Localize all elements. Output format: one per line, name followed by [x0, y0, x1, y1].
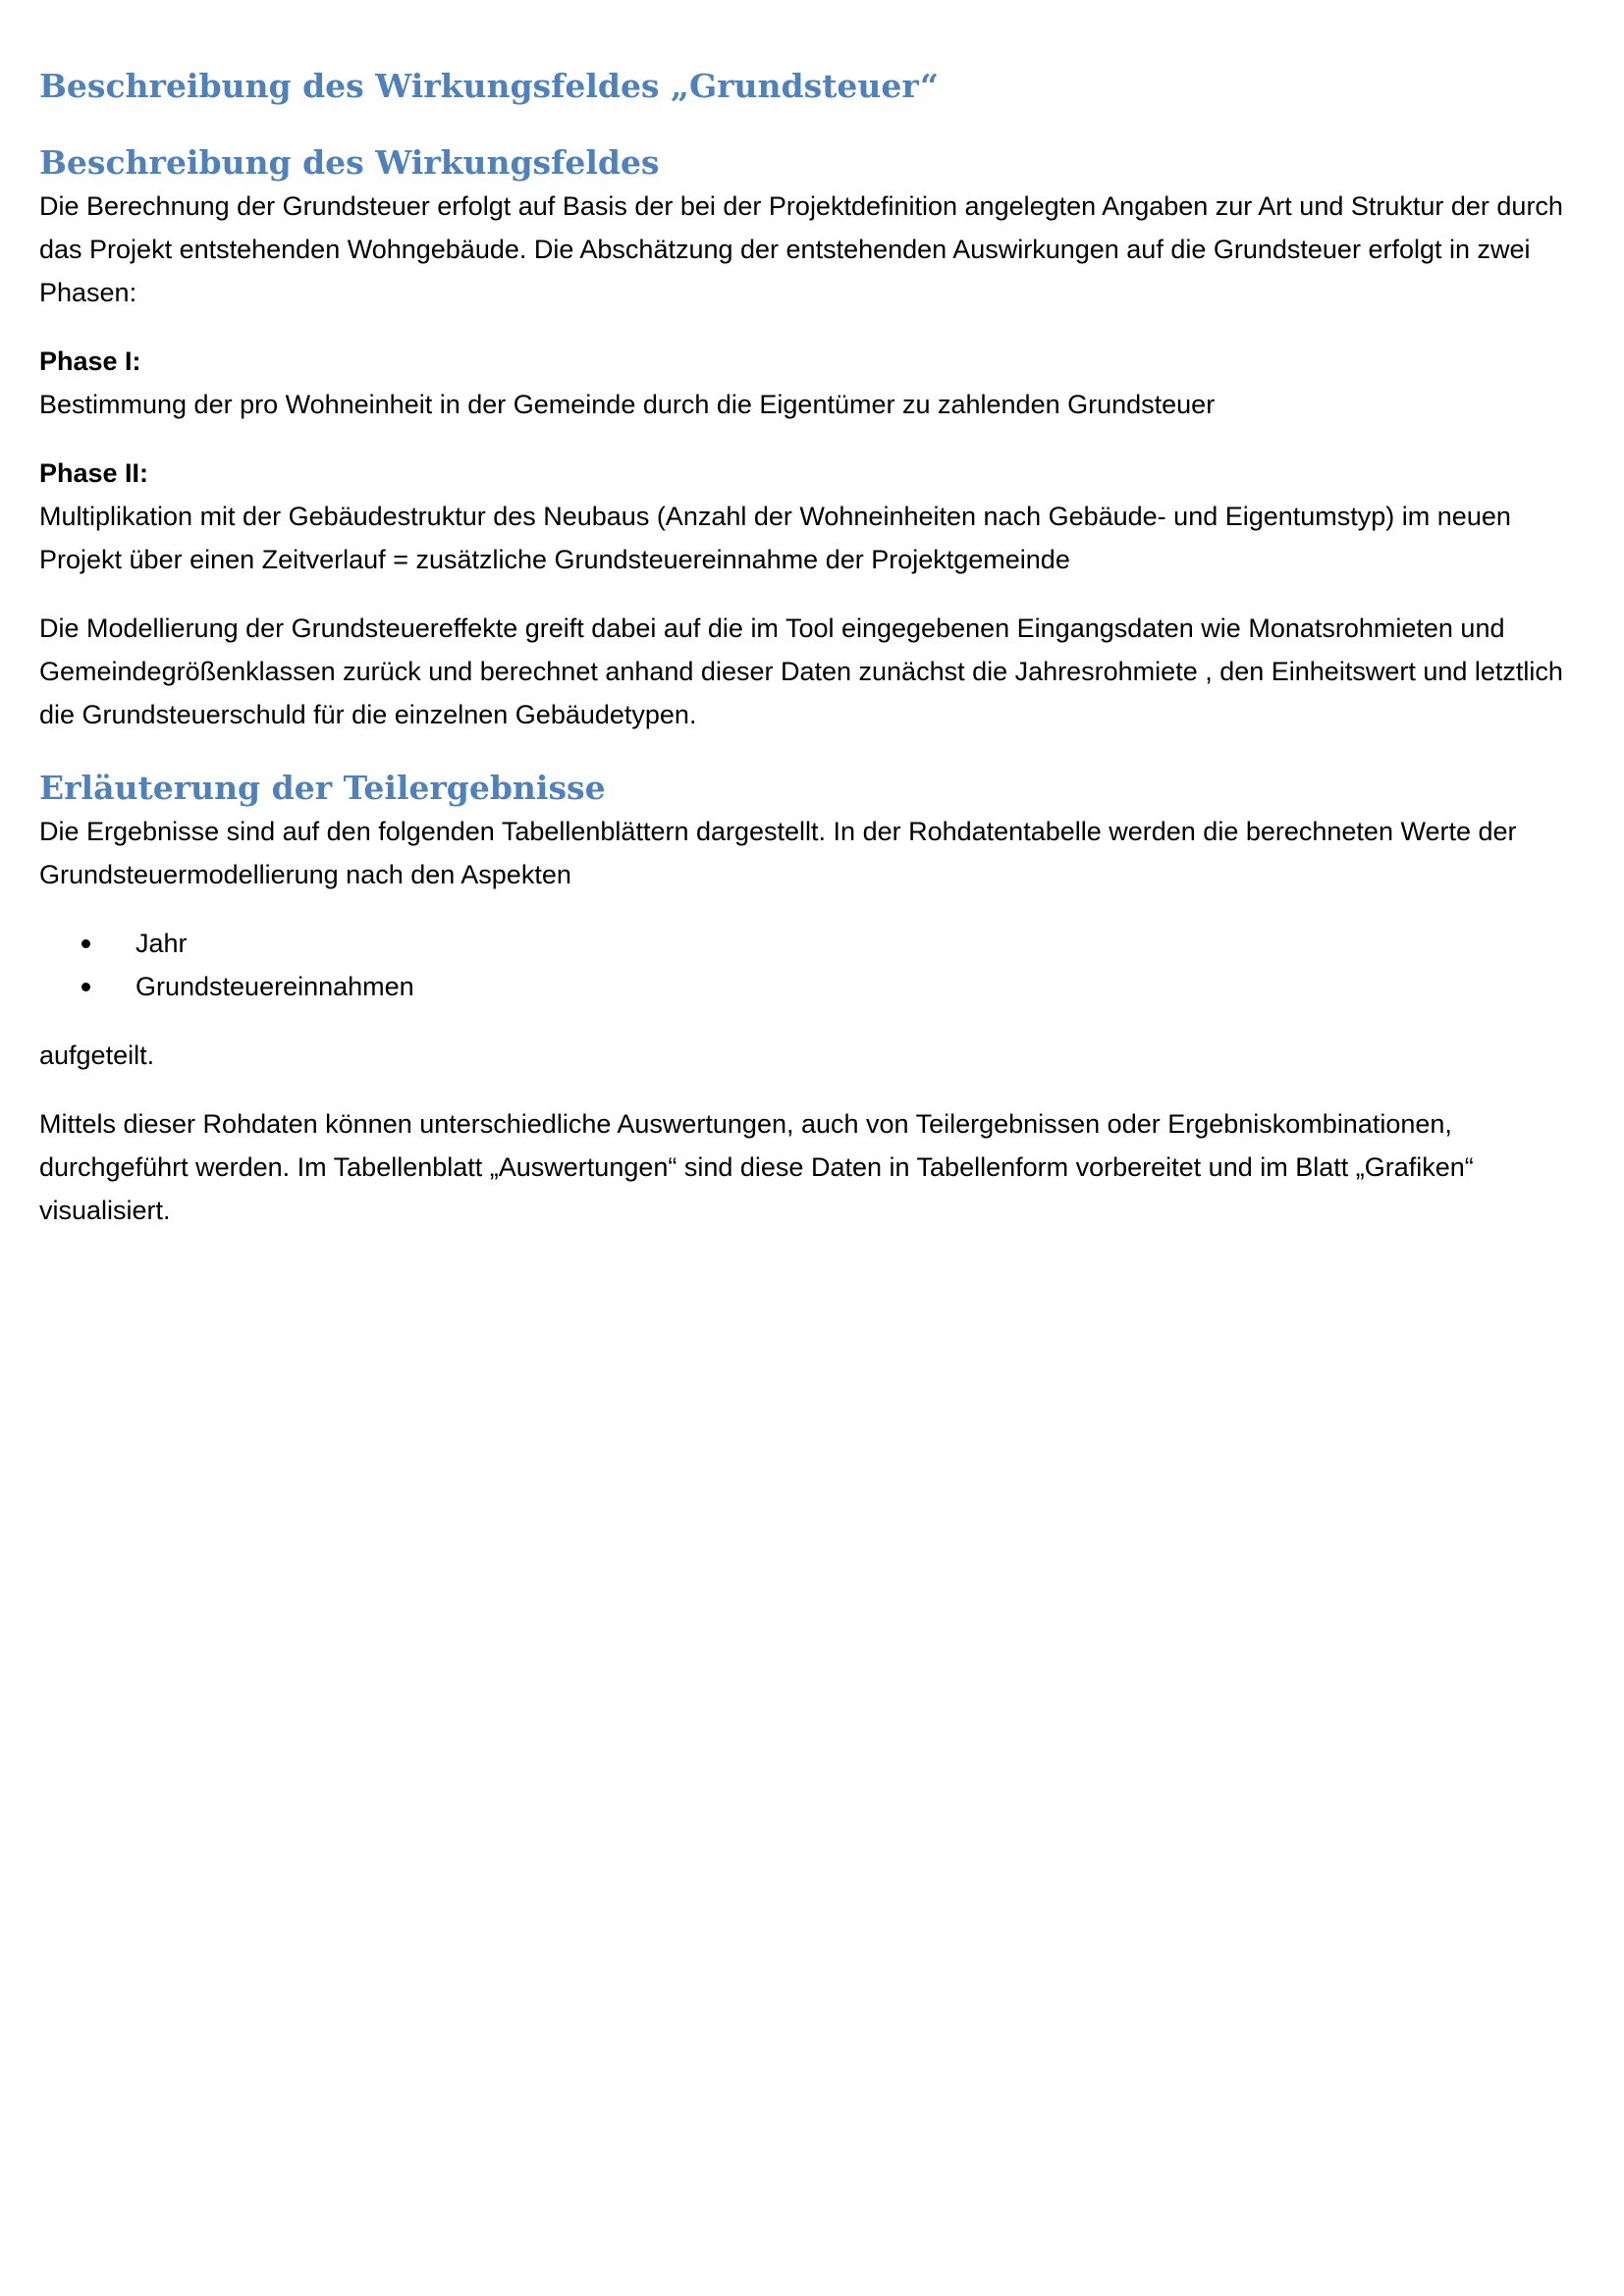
section-heading-description: Beschreibung des Wirkungsfeldes [39, 143, 660, 182]
phase2-label: Phase II: [39, 458, 149, 488]
list-item [39, 965, 1591, 1008]
results-intro: Die Ergebnisse sind auf den folgenden Tabellenblättern dargestellt. In der Rohdatentabelle werden die berechneten Werte der Grundsteuermodellierung nach den Aspekten [39, 817, 1517, 889]
closing-text: Mittels dieser Rohdaten können unterschiedliche Auswertungen, auch von Teilergebnissen oder Ergebniskombinationen, durchgeführt werden. Im Tabellenblatt „Auswertungen“ sind diese Daten in Tabellenform vorbereitet und im Blatt „Grafiken“ visualisiert. [39, 1109, 1474, 1225]
bullet-icon [81, 983, 90, 991]
phase1-label: Phase I: [39, 347, 141, 376]
modelling-text: Die Modellierung der Grundsteuereffekte greift dabei auf die im Tool eingegebenen Eingangsdaten wie Monatsrohmieten und Gemeindegrößenklassen zurück und berechnet anhand dieser Daten zunächst die Jahresrohmiete , den Einheitswert und letztlich die Grundsteuerschuld für die einzelnen Gebäudetypen. [39, 614, 1563, 729]
section-heading-results: Erläuterung der Teilergebnisse [39, 769, 606, 807]
aspect-label: Jahr [135, 929, 188, 958]
list-item [39, 922, 1591, 965]
bullet-icon [81, 939, 90, 948]
document-title: Beschreibung des Wirkungsfeldes „Grundsteuer“ [39, 67, 939, 105]
phase2-text: Multiplikation mit der Gebäudestruktur des Neubaus (Anzahl der Wohneinheiten nach Gebäude- und Eigentumstyp) im neuen Projekt über einen Zeitverlauf = zusätzliche Grundsteuereinnahme der Projektgemeinde [39, 502, 1511, 574]
aspects-list [39, 922, 1591, 1008]
section-description [39, 141, 1591, 736]
description-intro: Die Berechnung der Grundsteuer erfolgt auf Basis der bei der Projektdefinition angelegten Angaben zur Art und Struktur der durch das Projekt entstehenden Wohngebäude. Die Abschätzung der entstehenden Auswirkungen auf die Grundsteuer erfolgt in zwei Phasen: [39, 191, 1563, 307]
aspect-label: Grundsteuereinnahmen [135, 972, 414, 1001]
phase1-text: Bestimmung der pro Wohneinheit in der Gemeinde durch die Eigentümer zu zahlenden Grundsteuer [39, 390, 1216, 419]
after-list-text: aufgeteilt. [39, 1041, 155, 1070]
section-results [39, 767, 1591, 1232]
